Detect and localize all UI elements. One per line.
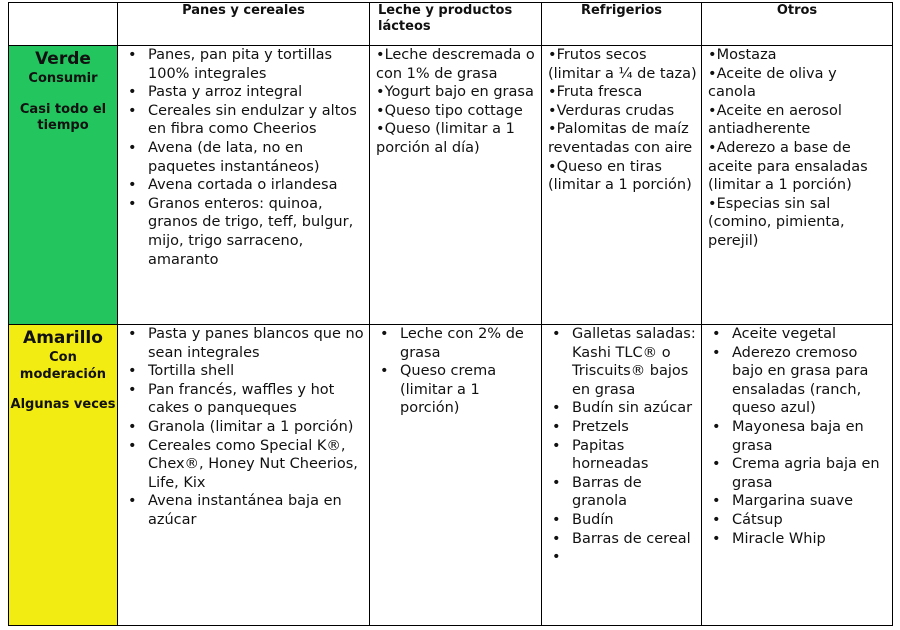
header-otros: Otros [702, 3, 893, 46]
verde-panes-list [118, 46, 369, 269]
header-empty-cell [9, 3, 118, 46]
verde-otros-cell [702, 46, 893, 325]
list-item: • Aceite en aerosol antiadherente [708, 102, 888, 139]
list-item: • Barras de granola [548, 474, 697, 511]
list-item: • Cereales como Special K®, Chex®, Honey Nut Cheerios, Life, Kix [124, 437, 365, 493]
list-item: • Leche con 2% de grasa [376, 325, 537, 362]
verde-refrigerios-cell [542, 46, 702, 325]
list-item: • Avena instantánea baja en azúcar [124, 492, 365, 529]
list-item: • Aderezo a base de aceite para ensaladas (limitar a 1 porción) [708, 139, 888, 195]
list-item: • Queso (limitar a 1 porción al día) [376, 120, 537, 157]
amarillo-leche-list [370, 325, 541, 418]
list-item: • Avena cortada o irlandesa [124, 176, 365, 195]
list-item: • Pretzels [548, 418, 697, 437]
list-item: • Fruta fresca [548, 83, 697, 102]
list-item [548, 548, 697, 567]
list-item: • Leche descremada o con 1% de grasa [376, 46, 537, 83]
category-title: Verde [35, 49, 91, 69]
list-item: • Cátsup [708, 511, 888, 530]
list-item: • Crema agria baja en grasa [708, 455, 888, 492]
amarillo-otros-cell [702, 325, 893, 626]
row-amarillo [9, 325, 893, 626]
category-verde-cell [9, 46, 118, 325]
list-item: • Panes, pan pita y tortillas 100% integrales [124, 46, 365, 83]
list-item: • Queso tipo cottage [376, 102, 537, 121]
list-item: • Mostaza [708, 46, 888, 65]
header-leche: Leche y productos lácteos [370, 3, 542, 46]
list-item: • Barras de cereal [548, 530, 697, 549]
header-row [9, 3, 893, 46]
list-item: • Aceite vegetal [708, 325, 888, 344]
list-item: • Queso crema (limitar a 1 porción) [376, 362, 537, 418]
list-item: • Granola (limitar a 1 porción) [124, 418, 365, 437]
list-item: • Papitas horneadas [548, 437, 697, 474]
category-title: Amarillo [23, 328, 103, 348]
list-item: • Budín [548, 511, 697, 530]
header-refrigerios: Refrigerios [542, 3, 702, 46]
verde-leche-cell [370, 46, 542, 325]
verde-refrigerios-list [542, 46, 701, 195]
verde-panes-cell [118, 46, 370, 325]
amarillo-leche-cell [370, 325, 542, 626]
category-frequency: Algunas veces [10, 397, 116, 413]
list-item: • Verduras crudas [548, 102, 697, 121]
list-item: • Mayonesa baja en grasa [708, 418, 888, 455]
category-subtitle: Con moderación [19, 349, 107, 382]
verde-otros-list [702, 46, 892, 251]
list-item: • Galletas saladas: Kashi TLC® o Triscuits® bajos en grasa [548, 325, 697, 399]
list-item: • Miracle Whip [708, 530, 888, 549]
amarillo-refrigerios-list [542, 325, 701, 567]
list-item: • Yogurt bajo en grasa [376, 83, 537, 102]
amarillo-otros-list [702, 325, 892, 548]
list-item: • Especias sin sal (comino, pimienta, perejil) [708, 195, 888, 251]
list-item: • Aderezo cremoso bajo en grasa para ensaladas (ranch, queso azul) [708, 344, 888, 418]
amarillo-panes-cell [118, 325, 370, 626]
list-item: • Frutos secos (limitar a ¼ de taza) [548, 46, 697, 83]
list-item: • Cereales sin endulzar y altos en fibra como Cheerios [124, 102, 365, 139]
list-item: • Pan francés, waffles y hot cakes o panqueques [124, 381, 365, 418]
list-item: • Margarina suave [708, 492, 888, 511]
list-item: • Avena (de lata, no en paquetes instantáneos) [124, 139, 365, 176]
amarillo-panes-list [118, 325, 369, 530]
list-item: • Queso en tiras (limitar a 1 porción) [548, 158, 697, 195]
amarillo-refrigerios-cell [542, 325, 702, 626]
row-verde [9, 46, 893, 325]
list-item: • Pasta y arroz integral [124, 83, 365, 102]
list-item: • Tortilla shell [124, 362, 365, 381]
list-item: • Aceite de oliva y canola [708, 65, 888, 102]
list-item: • Granos enteros: quinoa, granos de trigo, teff, bulgur, mijo, trigo sarraceno, amaranto [124, 195, 365, 269]
food-guide-table [8, 2, 893, 626]
category-subtitle: Consumir [28, 70, 98, 86]
list-item: • Pasta y panes blancos que no sean integrales [124, 325, 365, 362]
category-amarillo-cell [9, 325, 118, 626]
list-item: • Palomitas de maíz reventadas con aire [548, 120, 697, 157]
verde-leche-list [370, 46, 541, 158]
list-item: • Budín sin azúcar [548, 399, 697, 418]
header-panes: Panes y cereales [118, 3, 370, 46]
category-frequency: Casi todo el tiempo [19, 101, 107, 134]
